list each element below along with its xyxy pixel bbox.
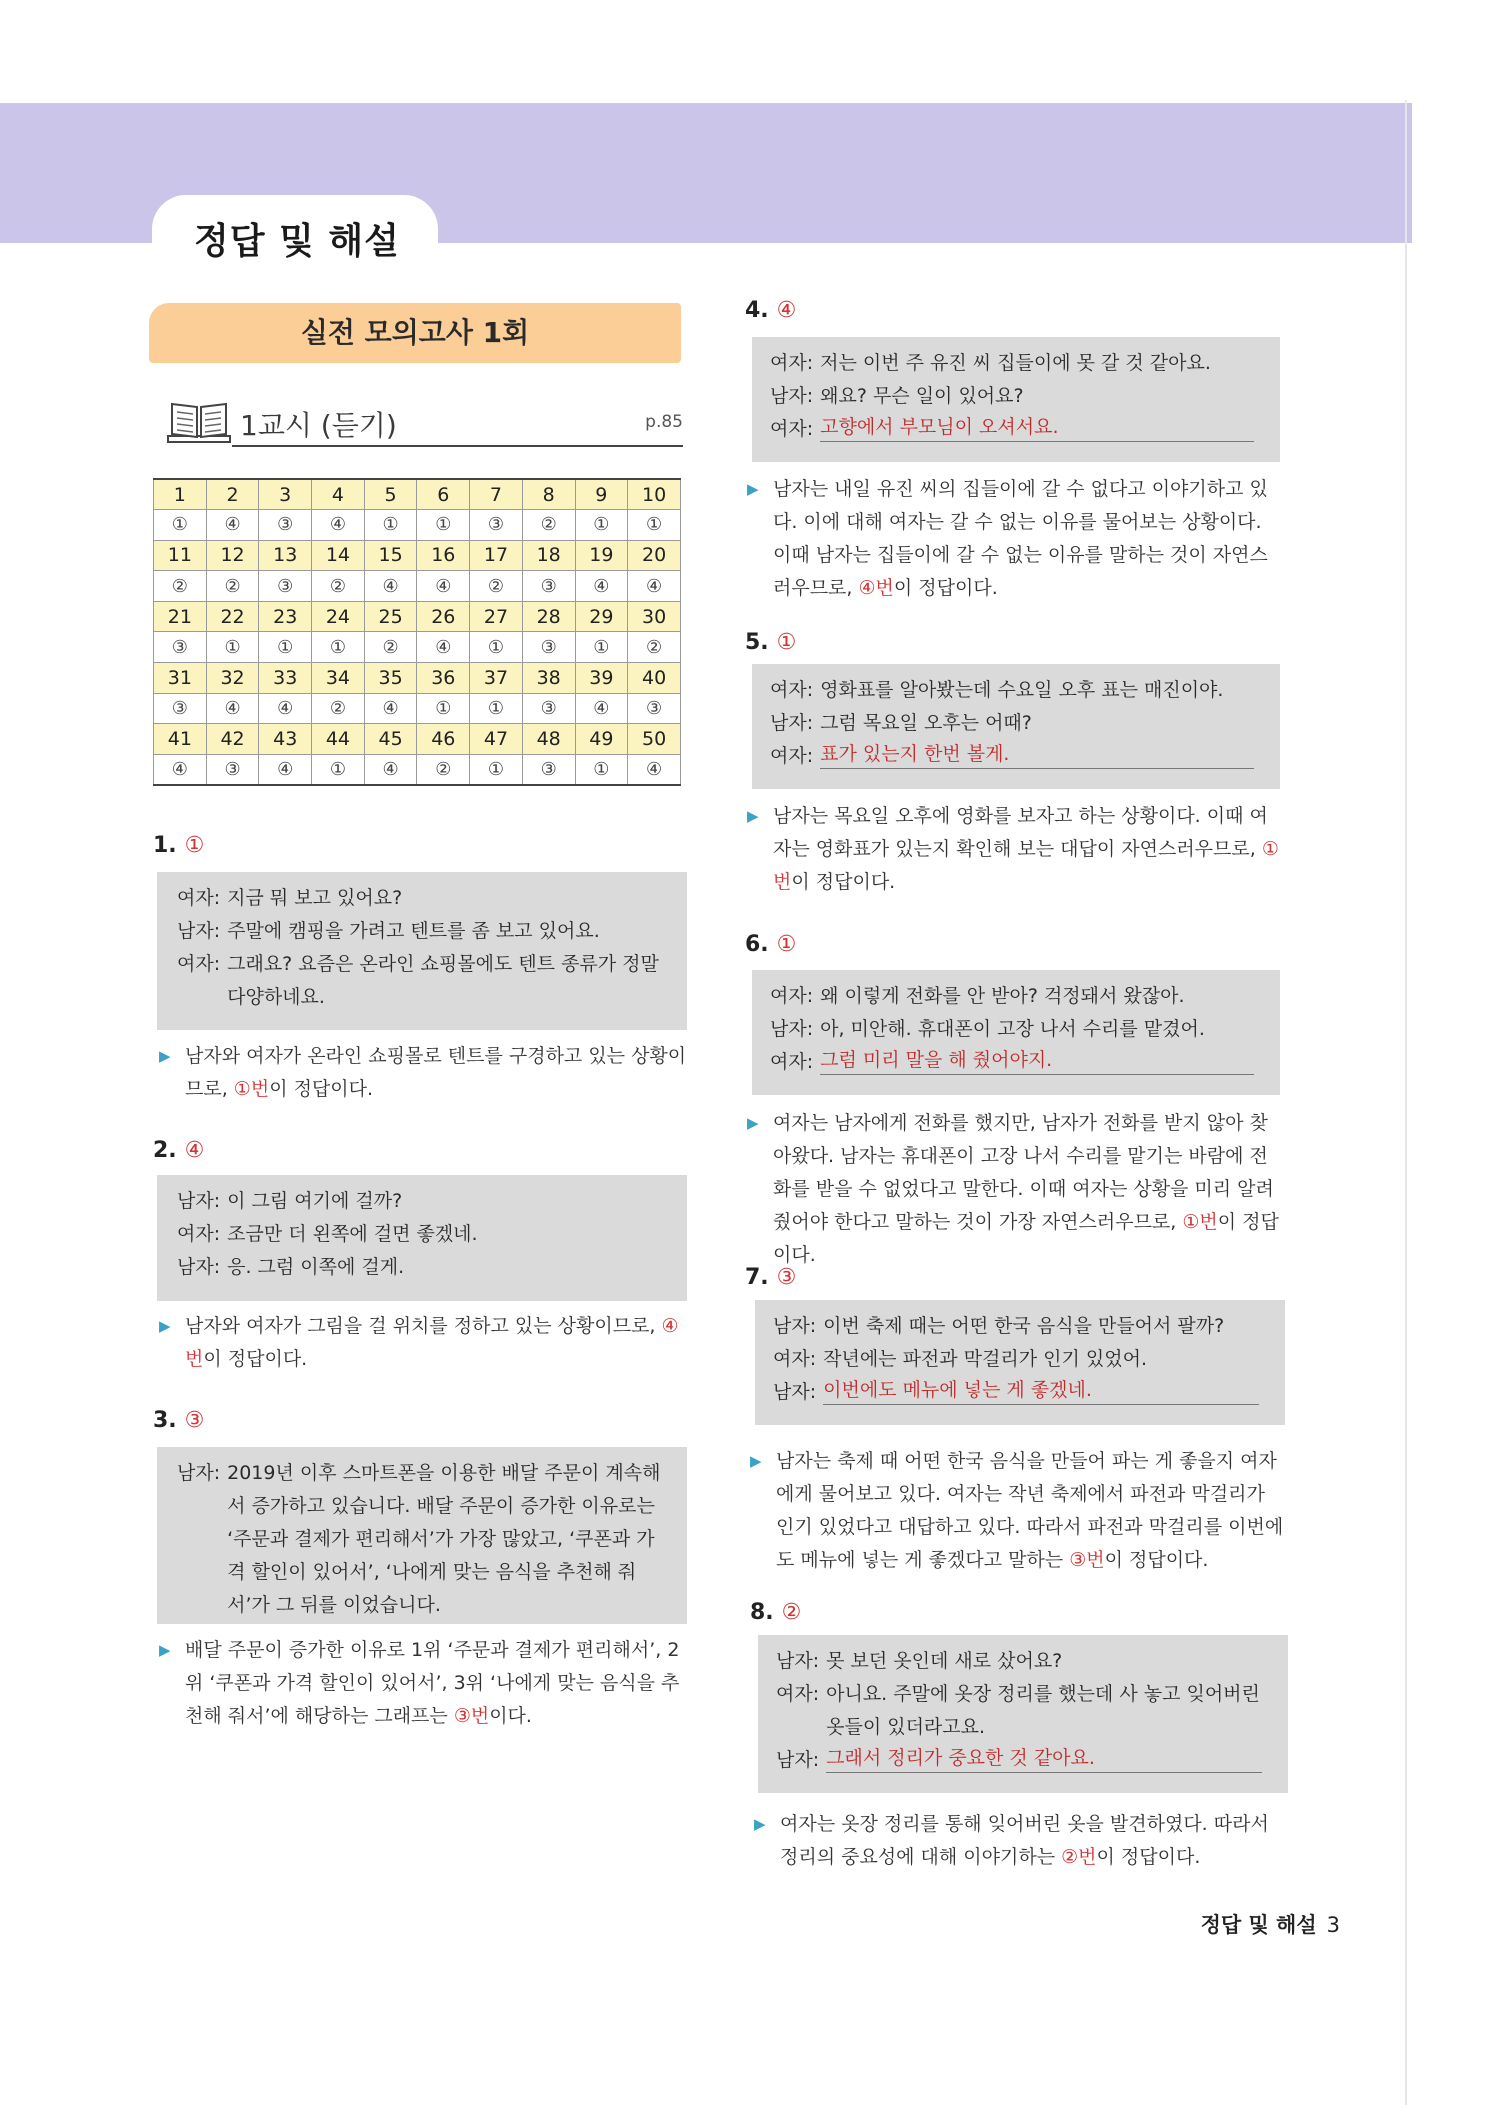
answer-cell: ④ <box>575 571 628 602</box>
question-number-cell: 36 <box>417 663 470 694</box>
question-number-cell: 38 <box>522 663 575 694</box>
question-number-cell: 13 <box>259 540 312 571</box>
dialogue-line <box>177 1457 671 1622</box>
dialogue-line <box>776 1678 1262 1744</box>
answer-table-number-row <box>154 479 681 510</box>
explanation-text-end: 이 정답이다. <box>269 1078 374 1100</box>
speaker-label: 여자: <box>770 352 814 374</box>
triangle-bullet-icon: ▶ <box>159 1047 171 1065</box>
speaker-label: 남자: <box>773 1315 817 1337</box>
answer-cell: ① <box>628 510 681 541</box>
question-heading: 4. ④ <box>745 298 797 323</box>
question-number-cell: 6 <box>417 479 470 510</box>
explanation <box>745 1107 1283 1272</box>
answer-cell: ① <box>417 510 470 541</box>
answer-line-text: 이번에도 메뉴에 넣는 게 좋겠네. <box>823 1376 1259 1405</box>
answer-cell: ③ <box>259 510 312 541</box>
open-book-icon <box>166 400 232 444</box>
triangle-bullet-icon: ▶ <box>750 1452 762 1470</box>
explanation-text-end: 이 정답이다. <box>1096 1846 1201 1868</box>
answer-cell: ① <box>575 632 628 663</box>
speaker-label: 남자: <box>776 1650 820 1672</box>
answer-highlight: ①번 <box>773 838 1279 893</box>
question-number-cell: 9 <box>575 479 628 510</box>
explanation-text: 남자와 여자가 그림을 걸 위치를 정하고 있는 상황이므로, <box>185 1315 662 1337</box>
answer-cell: ④ <box>259 693 312 724</box>
answer-cell: ③ <box>628 693 681 724</box>
speaker-label: 남자: <box>770 1018 814 1040</box>
explanation <box>157 1634 687 1733</box>
question-number-cell: 40 <box>628 663 681 694</box>
explanation <box>745 800 1283 899</box>
answer-cell: ② <box>522 510 575 541</box>
dialogue-text: 못 보던 옷인데 새로 샀어요? <box>826 1650 1063 1672</box>
question-number-cell: 10 <box>628 479 681 510</box>
answer-cell: ② <box>364 632 417 663</box>
explanation-text: 남자는 축제 때 어떤 한국 음식을 만들어 파는 게 좋을지 여자에게 물어보고 있다. 여자는 작년 축제에서 파전과 막걸리가 인기 있었다고 대답하고 있다. 따라서 파전과 막걸리를 이번에도 메뉴에 넣는 게 좋겠다고 말하는 <box>776 1450 1284 1571</box>
answer-cell: ① <box>206 632 259 663</box>
question-number-cell: 21 <box>154 601 207 632</box>
question-heading: 5. ① <box>745 630 797 655</box>
answer-cell: ② <box>312 693 365 724</box>
dialogue-text: 지금 뭐 보고 있어요? <box>227 887 403 909</box>
triangle-bullet-icon: ▶ <box>747 480 759 498</box>
dialogue-line <box>177 915 671 948</box>
answer-cell: ④ <box>312 510 365 541</box>
question-number-cell: 18 <box>522 540 575 571</box>
dialogue-line <box>776 1645 1262 1678</box>
dialogue-line <box>177 1218 671 1251</box>
question-number-cell: 14 <box>312 540 365 571</box>
question-number-cell: 43 <box>259 724 312 755</box>
triangle-bullet-icon: ▶ <box>754 1815 766 1833</box>
dialogue-line <box>770 413 1254 447</box>
dialogue-text: 영화표를 알아봤는데 수요일 오후 표는 매진이야. <box>820 679 1224 701</box>
speaker-label: 여자: <box>773 1348 817 1370</box>
explanation-text-end: 이 정답이다. <box>791 871 896 893</box>
question-heading: 8. ② <box>750 1600 802 1625</box>
question-number-cell: 34 <box>312 663 365 694</box>
dialogue-line <box>177 1185 671 1218</box>
answer-cell: ③ <box>259 571 312 602</box>
question-number-cell: 37 <box>470 663 523 694</box>
speaker-label: 여자: <box>770 418 814 440</box>
explanation-text: 배달 주문이 증가한 이유로 1위 ‘주문과 결제가 편리해서’, 2위 ‘쿠폰과 가격 할인이 있어서’, 3위 ‘나에게 맞는 음식을 추천해 줘서’에 해당하는 그래프는 <box>185 1639 680 1727</box>
answer-cell: ③ <box>154 693 207 724</box>
explanation <box>157 1040 687 1106</box>
question-number-cell: 45 <box>364 724 417 755</box>
dialogue-line <box>770 707 1254 740</box>
answer-cell: ① <box>259 632 312 663</box>
dialogue-line <box>770 980 1254 1013</box>
page-number: 3 <box>1326 1913 1340 1937</box>
explanation-text: 남자와 여자가 온라인 쇼핑몰로 텐트를 구경하고 있는 상황이므로, <box>185 1045 687 1100</box>
dialogue-text: 응. 그럼 이쪽에 걸게. <box>227 1256 405 1278</box>
answer-cell: ④ <box>364 571 417 602</box>
divider <box>232 445 683 447</box>
explanation-text: 남자는 내일 유진 씨의 집들이에 갈 수 없다고 이야기하고 있다. 이에 대해 여자는 갈 수 없는 이유를 물어보는 상황이다. 이때 남자는 집들이에 갈 수 없는 이유를 말하는 것이 자연스러우므로, <box>773 478 1268 599</box>
question-number-cell: 26 <box>417 601 470 632</box>
answer-cell: ① <box>575 754 628 785</box>
answer-cell: ② <box>312 571 365 602</box>
question-number-cell: 15 <box>364 540 417 571</box>
triangle-bullet-icon: ▶ <box>747 807 759 825</box>
answer-highlight: ①번 <box>233 1078 270 1100</box>
section-title-tab <box>152 195 438 273</box>
question-number-cell: 3 <box>259 479 312 510</box>
question-number-cell: 28 <box>522 601 575 632</box>
question-number-cell: 47 <box>470 724 523 755</box>
answer-highlight: ①번 <box>1182 1211 1218 1233</box>
speaker-label: 여자: <box>770 985 814 1007</box>
explanation-text: 남자는 목요일 오후에 영화를 보자고 하는 상황이다. 이때 여자는 영화표가 있는지 확인해 보는 대답이 자연스러우므로, <box>773 805 1268 860</box>
question-number-cell: 24 <box>312 601 365 632</box>
question-heading: 2. ④ <box>153 1138 205 1163</box>
page-reference: p.85 <box>645 412 683 432</box>
question-number-cell: 32 <box>206 663 259 694</box>
explanation-text: 여자는 남자에게 전화를 했지만, 남자가 전화를 받지 않아 찾아왔다. 남자는 휴대폰이 고장 나서 수리를 맡기는 바람에 전화를 받을 수 없었다고 말한다. 이때 여자는 상황을 미리 알려줬어야 한다고 말하는 것이 가장 자연스러우므로, <box>773 1112 1274 1233</box>
question-number-cell: 5 <box>364 479 417 510</box>
answer-cell: ④ <box>364 754 417 785</box>
answer-table-answer-row <box>154 571 681 602</box>
dialogue-box <box>755 1300 1285 1425</box>
dialogue-line <box>770 1013 1254 1046</box>
question-heading: 7. ③ <box>745 1265 797 1290</box>
question-number-cell: 41 <box>154 724 207 755</box>
triangle-bullet-icon: ▶ <box>747 1114 759 1132</box>
question-number-cell: 19 <box>575 540 628 571</box>
question-number-cell: 44 <box>312 724 365 755</box>
dialogue-box <box>752 970 1280 1095</box>
dialogue-line <box>770 380 1254 413</box>
dialogue-box <box>157 1175 687 1301</box>
answer-cell: ④ <box>259 754 312 785</box>
speaker-label: 여자: <box>776 1683 820 1705</box>
answer-cell: ② <box>154 571 207 602</box>
speaker-label: 남자: <box>177 1256 221 1278</box>
speaker-label: 여자: <box>177 887 221 909</box>
answer-table-number-row <box>154 601 681 632</box>
answer-cell: ② <box>417 754 470 785</box>
dialogue-text: 2019년 이후 스마트폰을 이용한 배달 주문이 계속해서 증가하고 있습니다. 배달 주문이 증가한 이유로는 ‘주문과 결제가 편리해서’가 가장 많았고, ‘쿠폰과 가격 할인이 있어서’, ‘나에게 맞는 음식을 추천해 줘서’가 그 뒤를 이었습니다. <box>227 1462 661 1616</box>
answer-table-answer-row <box>154 754 681 785</box>
dialogue-text: 주말에 캠핑을 가려고 텐트를 좀 보고 있어요. <box>227 920 600 942</box>
answer-table <box>153 478 681 786</box>
speaker-label: 여자: <box>177 1223 221 1245</box>
dialogue-text: 그래요? 요즘은 온라인 쇼핑몰에도 텐트 종류가 정말 다양하네요. <box>227 953 659 1008</box>
dialogue-text: 이번 축제 때는 어떤 한국 음식을 만들어서 팔까? <box>823 1315 1225 1337</box>
question-number-cell: 4 <box>312 479 365 510</box>
speaker-label: 남자: <box>177 920 221 942</box>
answer-cell: ② <box>206 571 259 602</box>
explanation-text-end: 이 정답이다. <box>1104 1549 1209 1571</box>
explanation <box>752 1808 1292 1874</box>
triangle-bullet-icon: ▶ <box>159 1317 171 1335</box>
question-number-cell: 20 <box>628 540 681 571</box>
answer-line-text: 그럼 미리 말을 해 줬어야지. <box>820 1046 1254 1075</box>
answer-cell: ① <box>470 693 523 724</box>
dialogue-text: 작년에는 파전과 막걸리가 인기 있었어. <box>823 1348 1147 1370</box>
answer-table-number-row <box>154 724 681 755</box>
explanation <box>748 1445 1288 1577</box>
question-number-cell: 11 <box>154 540 207 571</box>
dialogue-text: 아, 미안해. 휴대폰이 고장 나서 수리를 맡겼어. <box>820 1018 1205 1040</box>
answer-line-text: 그래서 정리가 중요한 것 같아요. <box>826 1744 1262 1773</box>
answer-cell: ① <box>154 510 207 541</box>
speaker-label: 여자: <box>770 745 814 767</box>
question-number-cell: 29 <box>575 601 628 632</box>
page-footer <box>1201 1909 1340 1939</box>
answer-cell: ④ <box>628 754 681 785</box>
question-number-cell: 33 <box>259 663 312 694</box>
answer-cell: ④ <box>575 693 628 724</box>
dialogue-box <box>758 1635 1288 1793</box>
session-label: 1교시 (듣기) <box>240 409 397 442</box>
dialogue-text: 조금만 더 왼쪽에 걸면 좋겠네. <box>227 1223 478 1245</box>
answer-cell: ④ <box>628 571 681 602</box>
session-header <box>162 398 683 448</box>
answer-cell: ③ <box>522 754 575 785</box>
dialogue-text: 아니요. 주말에 옷장 정리를 했는데 사 놓고 잊어버린 옷들이 있더라고요. <box>826 1683 1260 1738</box>
answer-cell: ④ <box>417 632 470 663</box>
answer-highlight: ③번 <box>1069 1549 1105 1571</box>
triangle-bullet-icon: ▶ <box>159 1641 171 1659</box>
speaker-label: 여자: <box>770 679 814 701</box>
answer-cell: ① <box>312 754 365 785</box>
dialogue-box <box>157 872 687 1030</box>
answer-cell: ③ <box>522 632 575 663</box>
dialogue-line <box>177 882 671 915</box>
answer-table-answer-row <box>154 510 681 541</box>
answer-cell: ① <box>470 632 523 663</box>
answer-highlight: ④번 <box>858 577 894 599</box>
question-number-cell: 50 <box>628 724 681 755</box>
dialogue-line <box>177 948 671 1014</box>
answer-cell: ① <box>312 632 365 663</box>
dialogue-text: 왜 이렇게 전화를 안 받아? 걱정돼서 왔잖아. <box>820 985 1185 1007</box>
question-number-cell: 16 <box>417 540 470 571</box>
speaker-label: 여자: <box>770 1051 814 1073</box>
answer-table-answer-row <box>154 632 681 663</box>
question-number-cell: 23 <box>259 601 312 632</box>
dialogue-box <box>752 337 1280 462</box>
question-number-cell: 39 <box>575 663 628 694</box>
question-number-cell: 12 <box>206 540 259 571</box>
dialogue-line <box>773 1310 1259 1343</box>
explanation-text: 여자는 옷장 정리를 통해 잊어버린 옷을 발견하였다. 따라서 정리의 중요성에 대해 이야기하는 <box>780 1813 1269 1868</box>
explanation-text-end: 이 정답이다. <box>893 577 998 599</box>
speaker-label: 여자: <box>177 953 221 975</box>
question-number-cell: 2 <box>206 479 259 510</box>
question-number-cell: 1 <box>154 479 207 510</box>
speaker-label: 남자: <box>770 385 814 407</box>
dialogue-line <box>177 1251 671 1284</box>
answer-cell: ① <box>470 754 523 785</box>
answer-cell: ③ <box>154 632 207 663</box>
speaker-label: 남자: <box>773 1381 817 1403</box>
answer-line-text: 고향에서 부모님이 오셔서요. <box>820 413 1254 442</box>
footer-label: 정답 및 해설 <box>1200 1913 1317 1937</box>
question-number-cell: 7 <box>470 479 523 510</box>
dialogue-line <box>770 740 1254 774</box>
explanation-text-end: 이다. <box>489 1705 532 1727</box>
dialogue-box <box>157 1447 687 1624</box>
answer-highlight: ②번 <box>1061 1846 1097 1868</box>
speaker-label: 남자: <box>776 1749 820 1771</box>
explanation <box>745 473 1283 605</box>
question-number-cell: 48 <box>522 724 575 755</box>
answer-highlight: ④번 <box>185 1315 679 1370</box>
answer-table-number-row <box>154 663 681 694</box>
answer-cell: ① <box>417 693 470 724</box>
answer-cell: ③ <box>470 510 523 541</box>
dialogue-text: 그럼 목요일 오후는 어때? <box>820 712 1032 734</box>
dialogue-line <box>770 1046 1254 1080</box>
question-number-cell: 30 <box>628 601 681 632</box>
question-number-cell: 35 <box>364 663 417 694</box>
answer-cell: ④ <box>154 754 207 785</box>
question-number-cell: 8 <box>522 479 575 510</box>
explanation <box>157 1310 687 1376</box>
answer-line-text: 표가 있는지 한번 볼게. <box>820 740 1254 769</box>
answer-cell: ④ <box>417 571 470 602</box>
question-number-cell: 27 <box>470 601 523 632</box>
explanation-text-end: 이 정답이다. <box>203 1348 308 1370</box>
answer-table-number-row <box>154 540 681 571</box>
dialogue-box <box>752 664 1280 789</box>
answer-cell: ③ <box>522 571 575 602</box>
question-number-cell: 25 <box>364 601 417 632</box>
question-number-cell: 46 <box>417 724 470 755</box>
speaker-label: 남자: <box>177 1190 221 1212</box>
question-heading: 1. ① <box>153 833 205 858</box>
answer-cell: ④ <box>206 510 259 541</box>
page-edge <box>1405 100 1407 2105</box>
answer-cell: ① <box>364 510 417 541</box>
answer-highlight: ③번 <box>453 1705 490 1727</box>
question-number-cell: 49 <box>575 724 628 755</box>
question-number-cell: 31 <box>154 663 207 694</box>
answer-cell: ③ <box>522 693 575 724</box>
dialogue-line <box>770 347 1254 380</box>
speaker-label: 남자: <box>177 1462 221 1484</box>
answer-table-answer-row <box>154 693 681 724</box>
exam-title: 실전 모의고사 1회 <box>149 303 681 363</box>
section-title: 정답 및 해설 <box>194 221 400 262</box>
answer-cell: ④ <box>364 693 417 724</box>
question-number-cell: 22 <box>206 601 259 632</box>
dialogue-line <box>773 1376 1259 1410</box>
dialogue-line <box>773 1343 1259 1376</box>
dialogue-text: 왜요? 무슨 일이 있어요? <box>820 385 1024 407</box>
question-heading: 6. ① <box>745 932 797 957</box>
question-number-cell: 42 <box>206 724 259 755</box>
answer-cell: ② <box>628 632 681 663</box>
answer-cell: ③ <box>206 754 259 785</box>
dialogue-line <box>776 1744 1262 1778</box>
dialogue-text: 저는 이번 주 유진 씨 집들이에 못 갈 것 같아요. <box>820 352 1211 374</box>
explanation-text-end: 이 정답이다. <box>773 1211 1279 1266</box>
question-heading: 3. ③ <box>153 1408 205 1433</box>
answer-cell: ① <box>575 510 628 541</box>
question-number-cell: 17 <box>470 540 523 571</box>
dialogue-line <box>770 674 1254 707</box>
dialogue-text: 이 그림 여기에 걸까? <box>227 1190 403 1212</box>
answer-cell: ② <box>470 571 523 602</box>
answer-cell: ④ <box>206 693 259 724</box>
speaker-label: 남자: <box>770 712 814 734</box>
